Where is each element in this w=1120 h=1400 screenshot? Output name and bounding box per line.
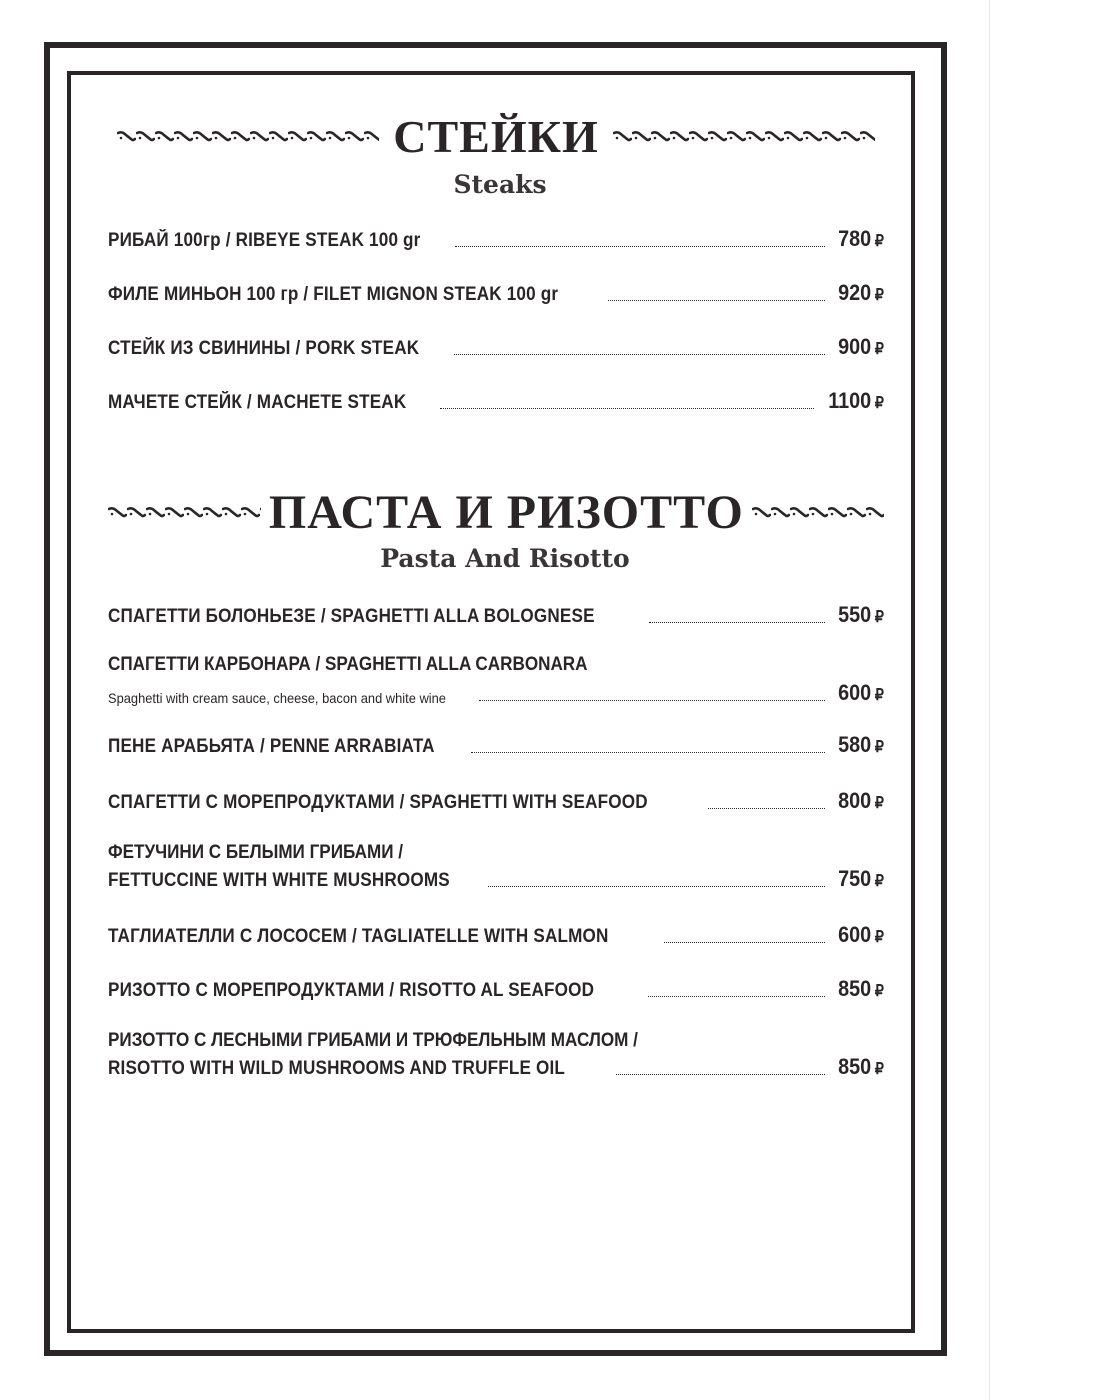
pasta-title: ПАСТА И РИЗОТТО xyxy=(268,485,744,539)
item-name: ТАГЛИАТЕЛЛИ С ЛОСОСЕМ / TAGLIATELLE WITH SALMON xyxy=(108,926,609,947)
item-price: 800 ₽ xyxy=(838,788,884,813)
menu-item xyxy=(108,922,884,948)
currency-icon: ₽ xyxy=(874,739,884,756)
item-price: 780 ₽ xyxy=(838,226,884,251)
item-name: СПАГЕТТИ С МОРЕПРОДУКТАМИ / SPAGHETTI WITH SEAFOOD xyxy=(108,792,648,813)
item-name: ПЕНЕ АРАБЬЯТА / PENNE ARRABIATA xyxy=(108,736,435,757)
item-price: 1100 ₽ xyxy=(828,388,884,413)
item-name: РИБАЙ 100гр / RIBEYE STEAK 100 gr xyxy=(108,230,421,251)
leader-dots xyxy=(488,885,825,887)
currency-icon: ₽ xyxy=(874,395,884,412)
item-price: 850 ₽ xyxy=(838,976,884,1001)
menu-item xyxy=(108,866,884,892)
item-name-line1: ФЕТУЧИНИ С БЕЛЫМИ ГРИБАМИ / xyxy=(108,842,404,863)
item-name: РИЗОТТО С МОРЕПРОДУКТАМИ / RISOTTO AL SEAFOOD xyxy=(108,980,595,1001)
item-name: СПАГЕТТИ БОЛОНЬЕЗЕ / SPAGHETTI ALLA BOLOGNESE xyxy=(108,606,595,627)
item-price: 600 ₽ xyxy=(838,922,884,947)
menu-item xyxy=(108,602,884,628)
leader-dots xyxy=(454,353,825,355)
steaks-title: СТЕЙКИ xyxy=(393,110,599,162)
currency-icon: ₽ xyxy=(874,287,884,304)
item-name-line2: RISOTTO WITH WILD MUSHROOMS AND TRUFFLE OIL xyxy=(108,1058,566,1079)
pasta-subtitle: Pasta And Risotto xyxy=(380,544,630,573)
currency-icon: ₽ xyxy=(874,233,884,250)
currency-icon: ₽ xyxy=(874,929,884,946)
ornament-left-icon xyxy=(108,506,261,518)
steaks-subtitle: Steaks xyxy=(453,170,547,199)
ornament-right-icon xyxy=(752,506,884,518)
item-name-line1: РИЗОТТО С ЛЕСНЫМИ ГРИБАМИ И ТРЮФЕЛЬНЫМ МАСЛОМ / xyxy=(108,1030,638,1051)
menu-item xyxy=(108,388,884,414)
ornament-right-icon xyxy=(613,130,875,142)
currency-icon: ₽ xyxy=(874,795,884,812)
item-price: 580 ₽ xyxy=(838,732,884,757)
leader-dots xyxy=(648,995,825,997)
item-name: СТЕЙК ИЗ СВИНИНЫ / PORK STEAK xyxy=(108,338,420,359)
menu-item xyxy=(108,788,884,814)
currency-icon: ₽ xyxy=(874,983,884,1000)
item-name: МАЧЕТЕ СТЕЙК / MACHETE STEAK xyxy=(108,392,407,413)
leader-dots xyxy=(608,299,825,301)
item-price: 600 ₽ xyxy=(838,680,884,705)
item-price: 920 ₽ xyxy=(838,280,884,305)
leader-dots xyxy=(616,1073,825,1075)
leader-dots xyxy=(440,407,815,409)
leader-dots xyxy=(708,807,825,809)
item-price: 850 ₽ xyxy=(838,1054,884,1079)
item-description: Spaghetti with cream sauce, cheese, bacon and white wine xyxy=(108,690,446,706)
menu-item xyxy=(108,334,884,360)
leader-dots xyxy=(664,941,825,943)
item-name-line2: FETTUCCINE WITH WHITE MUSHROOMS xyxy=(108,870,450,891)
currency-icon: ₽ xyxy=(874,341,884,358)
menu-item xyxy=(108,280,884,306)
item-price: 750 ₽ xyxy=(838,866,884,891)
steaks-heading xyxy=(108,108,884,164)
menu-item xyxy=(108,226,884,252)
currency-icon: ₽ xyxy=(874,609,884,626)
item-name: ФИЛЕ МИНЬОН 100 гр / FILET MIGNON STEAK 100 gr xyxy=(108,284,559,305)
currency-icon: ₽ xyxy=(874,873,884,890)
item-name: СПАГЕТТИ КАРБОНАРА / SPAGHETTI ALLA CARBONARA xyxy=(108,654,588,675)
item-price: 900 ₽ xyxy=(838,334,884,359)
menu-item xyxy=(108,680,884,706)
menu-item xyxy=(108,1054,884,1080)
leader-dots xyxy=(649,621,825,623)
currency-icon: ₽ xyxy=(874,687,884,704)
currency-icon: ₽ xyxy=(874,1061,884,1078)
pasta-heading xyxy=(108,482,884,542)
menu-item xyxy=(108,976,884,1002)
menu-item xyxy=(108,732,884,758)
leader-dots xyxy=(455,245,825,247)
leader-dots xyxy=(471,751,825,753)
item-price: 550 ₽ xyxy=(838,602,884,627)
ornament-left-icon xyxy=(117,130,379,142)
leader-dots xyxy=(479,699,825,701)
